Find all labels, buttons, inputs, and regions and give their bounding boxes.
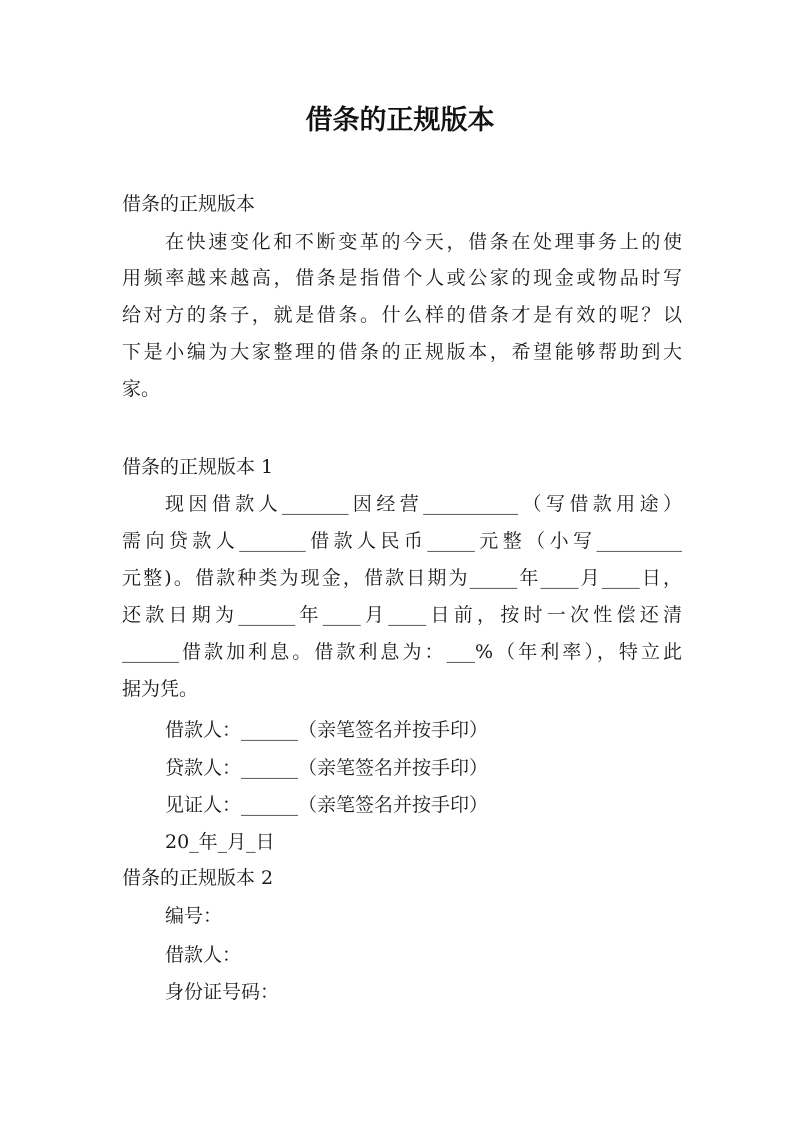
document-title: 借条的正规版本 [305, 105, 495, 136]
section2-field-number: 编号： [165, 905, 223, 927]
section1-line: 现因借款人_______因经营__________（写借款用途） [165, 493, 682, 515]
section1-line: 元整)。借款种类为现金，借款日期为_____年____月____日， [122, 567, 682, 589]
witness-signature-line: 见证人：______（亲笔签名并按手印） [165, 794, 489, 816]
lender-signature-line: 贷款人：______（亲笔签名并按手印） [165, 757, 489, 779]
section2-field-borrower: 借款人： [165, 944, 242, 966]
section2-heading: 借条的正规版本 2 [122, 867, 274, 889]
section1-line: 需向贷款人_______借款人民币_____元整（小写_________ [122, 530, 682, 552]
section2-field-id-number: 身份证号码： [165, 981, 280, 1003]
intro-line: 下是小编为大家整理的借条的正规版本，希望能够帮助到大 [122, 341, 682, 363]
intro-line: 给对方的条子，就是借条。什么样的借条才是有效的呢？以 [122, 304, 682, 326]
intro-line: 家。 [122, 378, 161, 400]
section1-line: ______借款加利息。借款利息为：___%（年利率），特立此 [122, 641, 682, 663]
intro-line: 在快速变化和不断变革的今天，借条在处理事务上的使 [165, 231, 682, 253]
section1-date: 20_年_月_日 [165, 831, 275, 853]
intro-heading: 借条的正规版本 [122, 193, 256, 215]
section1-line: 据为凭。 [122, 678, 199, 700]
borrower-signature-line: 借款人：______（亲笔签名并按手印） [165, 719, 489, 741]
intro-line: 用频率越来越高，借条是指借个人或公家的现金或物品时写 [122, 267, 682, 289]
section1-line: 还款日期为______年____月____日前，按时一次性偿还清 [122, 604, 682, 626]
section1-heading: 借条的正规版本 1 [122, 456, 274, 478]
